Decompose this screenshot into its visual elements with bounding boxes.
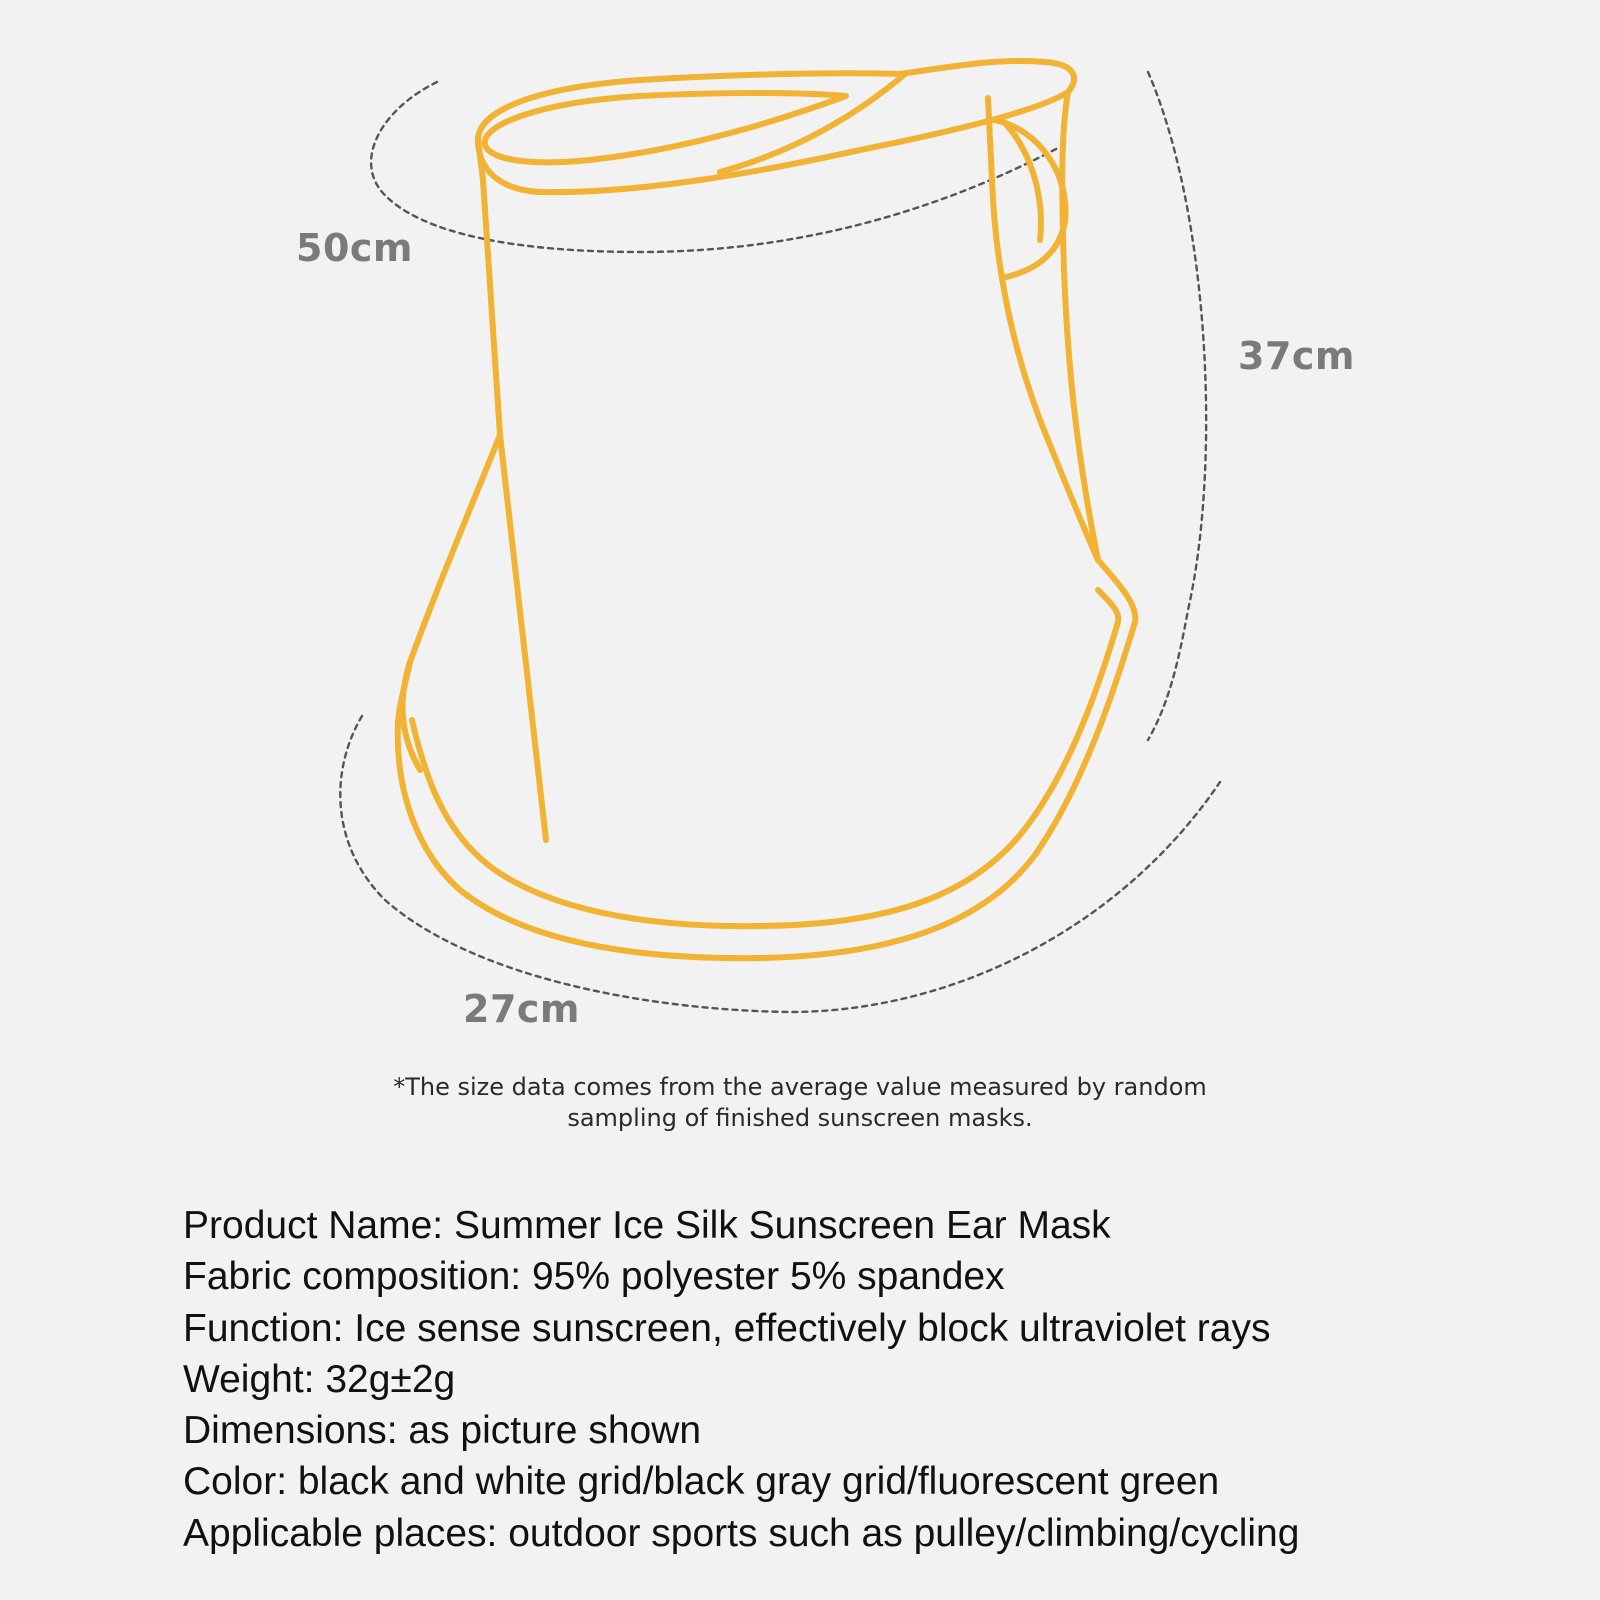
dimension-label-bottom: 27cm [463,987,581,1031]
mask-bottom-band-outer [398,560,1136,958]
mask-right-side-inner [988,98,1098,560]
mask-left-flap [403,435,500,770]
spec-fabric: Fabric composition: 95% polyester 5% spandex [183,1255,1005,1299]
mask-outline [398,61,1136,958]
spec-dimensions: Dimensions: as picture shown [183,1409,702,1453]
circumference-guide-top [371,82,1058,252]
footnote-line-1: *The size data comes from the average value measured by random [393,1073,1207,1101]
mask-top-band-outer [478,61,1074,192]
spec-weight: Weight: 32g±2g [183,1357,456,1401]
spec-function: Function: Ice sense sunscreen, effectively block ultraviolet rays [183,1306,1271,1350]
mask-top-band-inner [485,93,846,162]
height-guide-right [1148,72,1206,740]
footnote-line-2: sampling of finished sunscreen masks. [567,1104,1033,1132]
mask-ear-loop [995,120,1066,278]
spec-applicable-places: Applicable places: outdoor sports such as pulley/climbing/cycling [183,1511,1300,1555]
product-specs [183,1200,1299,1559]
spec-color: Color: black and white grid/black gray grid/fluorescent green [183,1460,1220,1504]
size-footnote [300,1072,1300,1134]
dimension-label-right: 37cm [1238,334,1356,378]
dimension-label-top: 50cm [296,226,414,270]
mask-bottom-band-inner [412,590,1118,926]
spec-product-name: Product Name: Summer Ice Silk Sunscreen Ear Mask [183,1204,1111,1247]
